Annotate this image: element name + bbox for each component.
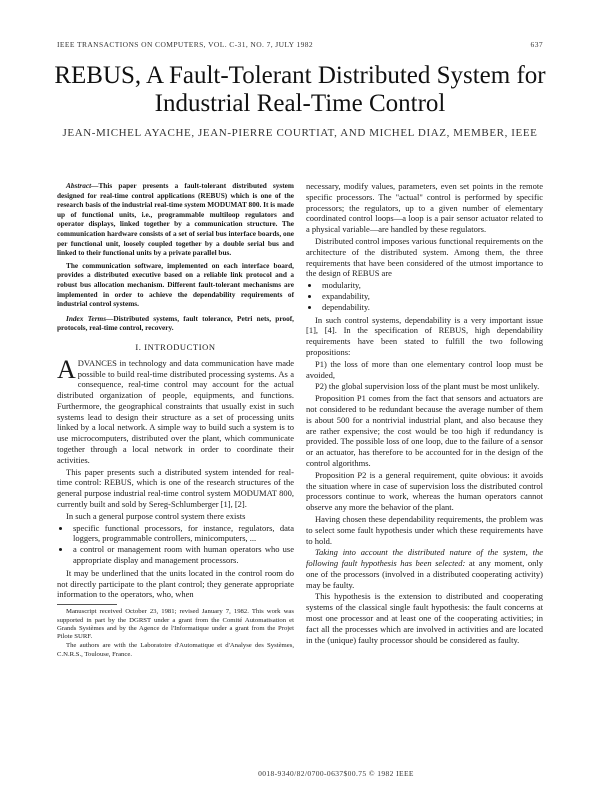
proposition-p1: P1) the loss of more than one elementary control loop must be avoided, <box>306 358 543 380</box>
proposition-p2: P2) the global supervision loss of the plant must be most unlikely. <box>315 381 540 392</box>
paper-title: REBUS, A Fault-Tolerant Distributed System for Industrial Real-Time Control <box>54 62 546 117</box>
requirements-list <box>320 280 543 312</box>
footnote-rule <box>57 604 117 605</box>
right-paragraph-2: Distributed control imposes various functional requirements on the architecture of the distributed system. Among them, the three requirements that have been considered of the utmost importance to the design of REBUS are <box>306 235 543 279</box>
right-paragraph-1: necessary, modify values, parameters, even set points in the remote specific processors. The "actual" control is performed by specific processors; the regulators, up to a given number of elementary coordinated control loops—a loop is a pair sensor actuator related to a physical variable—are handled by these regulators. <box>306 181 543 235</box>
right-paragraph-4: Proposition P1 comes from the fact that sensors and actuators are not considered to be redundant because the average number of them is about 500 for a nontrivial industrial plant, and also because they are rather expensive; the cost would be too high if redundancy is provided. The possible loss of one loop, due to the failure of a sensor or an actuator, has therefore to be accounted for in the design of the control algorithms. <box>306 393 543 468</box>
footnote-manuscript: Manuscript received October 23, 1981; revised January 7, 1982. This work was supported in part by the DGRST under a grant from the Comité Automatisation et Grands Systèmes and by the Agence de l'Informatique under a grant from the Projet Pilote SURF. <box>57 608 294 641</box>
page-number: 637 <box>530 40 543 49</box>
footnote-authors: The authors are with the Laboratoire d'Automatique et d'Analyse des Systèmes, C.N.R.S., Toulouse, France. <box>57 642 294 658</box>
running-head <box>57 40 543 49</box>
journal-citation: IEEE TRANSACTIONS ON COMPUTERS, VOL. C-31, NO. 7, JULY 1982 <box>57 40 314 49</box>
list-item: • expandability, <box>320 291 543 302</box>
right-paragraph-3: In such control systems, dependability is a very important issue [1], [4]. In the specification of REBUS, high dependability requirements have been stated to fulfill the two following propositions: <box>306 314 543 357</box>
left-column <box>57 181 294 660</box>
right-paragraph-5: Proposition P2 is a general requirement, quite obvious: it avoids the situation where in case of supervision loss the distributed control processors continue to work, whereas the human operators cannot observe any more the behavior of the plant. <box>306 469 543 513</box>
section-heading-introduction: I. INTRODUCTION <box>135 341 216 352</box>
list-item: • modularity, <box>320 280 543 291</box>
abstract-paragraph-1: Abstract—This paper presents a fault-tolerant distributed system designed for real-time control applications (REBUS) which is one of the research basis of the industrial real-time system MODUMAT 800. It is made up of functional units, i.e., programmable multiloop regulators and operator displays, linked together by a communication structure. The communication hardware consists of a set of serial bus interface boards, one per functional unit, loosely coupled together by a double serial bus and linked to their functional units by a private parallel bus. <box>57 181 294 258</box>
abstract-paragraph-2: The communication software, implemented on each interface board, provides a distributed executive based on a reliable link protocol and a robust bus allocation mechanism. Different fault-tolerant mechanisms are implemented in order to achieve the dependability requirements of industrial control systems. <box>57 260 294 309</box>
right-column <box>306 181 543 646</box>
right-paragraph-7: Taking into account the distributed nature of the system, the following fault hypothesis has been selected: at any moment, only one of the processors (involved in a distributed cooperating activity) may be faulty. <box>306 547 544 590</box>
intro-paragraph-3: In such a general purpose control system there exists <box>66 510 246 521</box>
drop-cap: A <box>57 354 76 384</box>
list-item: • specific functional processors, for instance, regulators, data loggers, programmable controllers, minicomputers, ... <box>71 523 294 545</box>
intro-bullet-list <box>71 523 294 566</box>
author-line: JEAN-MICHEL AYACHE, JEAN-PIERRE COURTIAT, AND MICHEL DIAZ, MEMBER, IEEE <box>62 127 538 139</box>
index-terms: Index Terms—Distributed systems, fault tolerance, Petri nets, proof, protocols, real-time control, recovery. <box>57 313 295 333</box>
intro-paragraph-2: This paper presents such a distributed system intended for real-time control: REBUS, which is one of the research structures of the general purpose industrial real-time control system MODUMAT 800, currently built and sold by Sereg-Schlumberger [1], [2]. <box>57 466 294 510</box>
intro-paragraph-1: ADVANCES in technology and data communication have made possible to build real-time distributed processing systems. As a consequence, real-time control may account for the actual distributed organization of people, equipments, and functions. Furthermore, the geographical constraints that usually exist in such systems lead to design their structure as a set of processing units linked by a local network. A simple way to build such a system is to use microcomputers, distributed over the plant, which communicate together through a local network in order to coordinate their activities. <box>57 354 294 465</box>
right-paragraph-6: Having chosen these dependability requirements, the problem was to select some fault hypothesis under which these requirements have to hold. <box>306 513 543 546</box>
copyright-footer: 0018-9340/82/0700-0637$00.75 © 1982 IEEE <box>258 769 414 778</box>
list-item: • a control or management room with human operators who use appropriate display and management processors. <box>71 544 294 566</box>
right-paragraph-8: This hypothesis is the extension to distributed and cooperating systems of the classical single fault hypothesis: the fault concerns at most one processor and at least one of the cooperating activities; in fact all the processes which are involved in activities and are located in the (unique) faulty processor should be considered as faulty. <box>306 591 543 645</box>
list-item: • dependability. <box>320 302 543 313</box>
intro-paragraph-4: It may be underlined that the units located in the control room do not directly participate to the plant control; they generate appropriate information to the operators, who, when <box>57 567 294 600</box>
